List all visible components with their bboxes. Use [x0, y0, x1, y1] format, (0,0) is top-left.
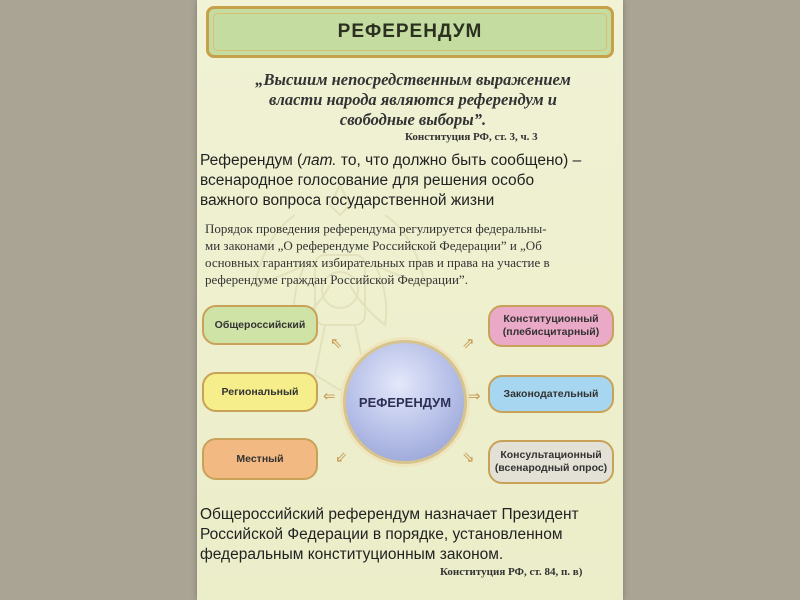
type-box-legislative: Законодательный [488, 375, 614, 413]
quote-line-2: власти народа являются референдум и [269, 90, 557, 109]
footer-source: Конституция РФ, ст. 84, п. в) [440, 566, 583, 578]
procedure-line-4: референдуме граждан Российской Федерации”. [205, 272, 468, 287]
arrow-down-left-icon: ⇙ [335, 448, 348, 466]
arrow-up-right-icon: ⇗ [462, 334, 475, 352]
quote-line-1: „Высшим непосредственным выражением [255, 70, 571, 89]
definition-line-2: всенародное голосование для решения особо [200, 172, 535, 189]
quote-line-3: свободные выборы”. [339, 110, 487, 129]
arrow-down-right-icon: ⇘ [462, 448, 475, 466]
footer-line-1: Общероссийский референдум назначает Президент [200, 506, 579, 523]
footer-line-2: Российской Федерации в порядке, установленном [200, 526, 563, 543]
procedure-line-3: основных гарантиях избирательных прав и права на участие в [205, 255, 550, 270]
title-banner [206, 6, 614, 58]
definition-line-1: Референдум (лат. то, что должно быть сообщено) – [200, 152, 582, 169]
center-circle [343, 340, 467, 464]
quote-source: Конституция РФ, ст. 3, ч. 3 [405, 131, 538, 143]
footer-line-3: федеральным конституционным законом. [200, 546, 504, 563]
arrow-right-icon: ⇒ [468, 387, 481, 405]
arrow-left-icon: ⇐ [323, 387, 336, 405]
type-box-constitutional: Конституционный (плебисцитарный) [488, 305, 614, 347]
arrow-up-left-icon: ⇖ [330, 334, 343, 352]
definition-line-3: важного вопроса государственной жизни [200, 192, 495, 209]
type-box-local: Местный [202, 438, 318, 480]
procedure-line-1: Порядок проведения референдума регулируется федеральны- [205, 221, 547, 236]
type-box-regional: Региональный [202, 372, 318, 412]
procedure-line-2: ми законами „О референдуме Российской Федерации” и „Об [205, 238, 542, 253]
type-box-all-russian: Общероссийский [202, 305, 318, 345]
center-label: РЕФЕРЕНДУМ [358, 394, 452, 410]
page-title: РЕФЕРЕНДУМ [337, 21, 483, 42]
type-box-consultative: Консультационный (всенародный опрос) [488, 440, 614, 484]
